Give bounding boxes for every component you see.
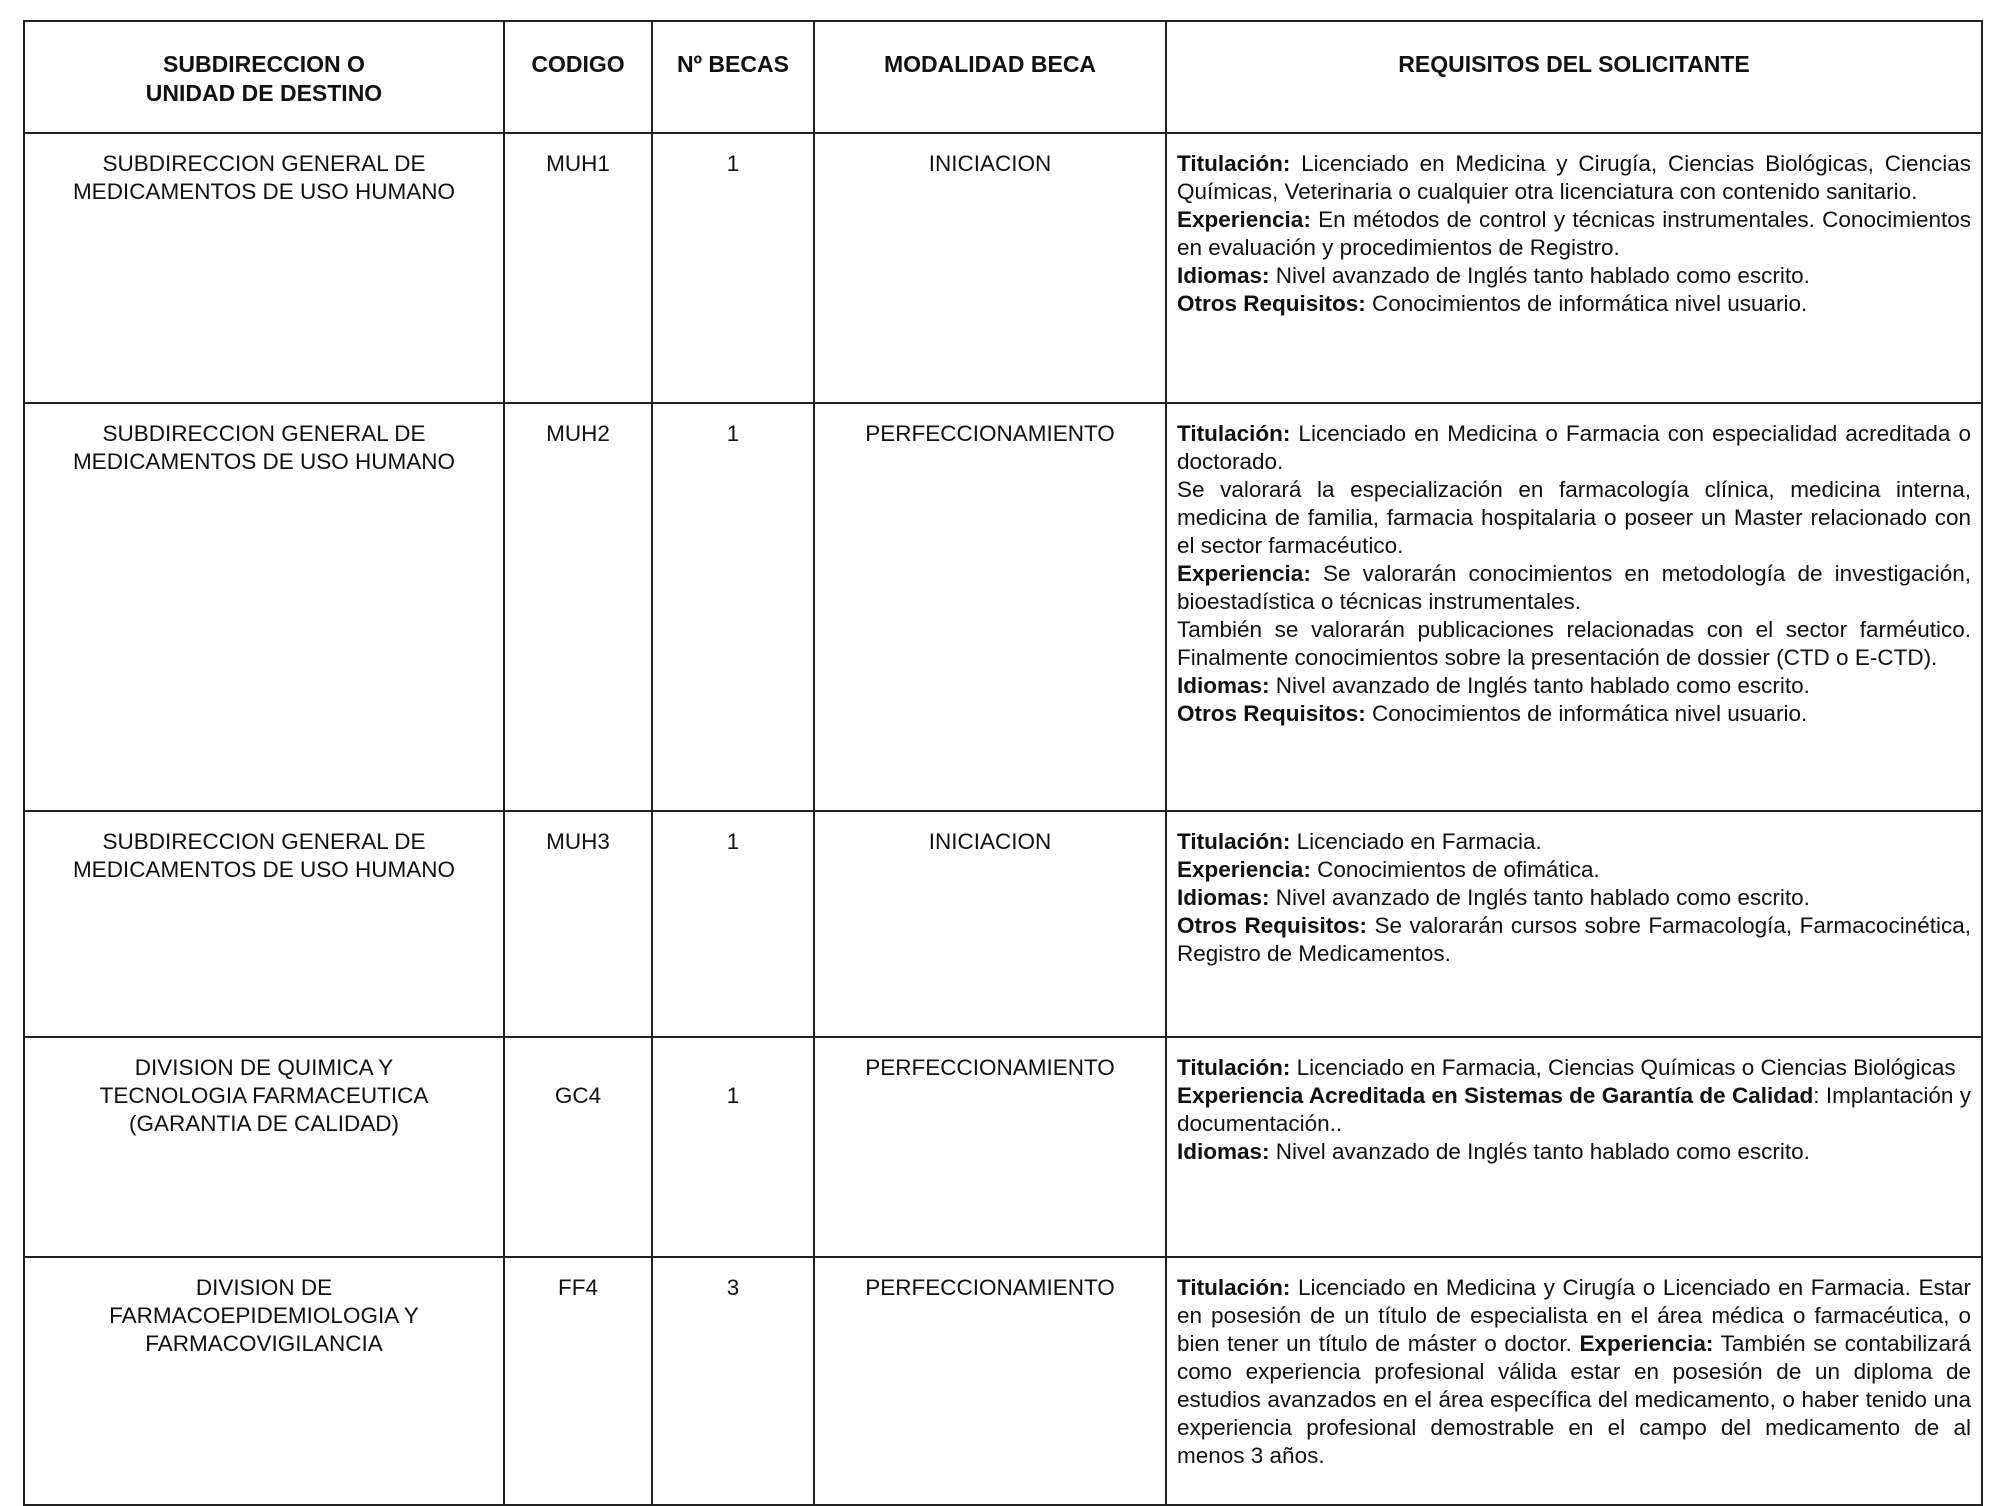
header-grants: Nº BECAS xyxy=(652,21,814,133)
modality-cell: INICIACION xyxy=(814,133,1166,403)
unit-cell: SUBDIRECCION GENERAL DE MEDICAMENTOS DE USO HUMANO xyxy=(24,133,504,403)
requirement-item: Experiencia: Se valorarán conocimientos en metodología de investigación, bioestadística o técnicas instrumentales. xyxy=(1177,561,1971,614)
requirement-item: Idiomas: Nivel avanzado de Inglés tanto hablado como escrito. xyxy=(1177,885,1810,910)
code-cell: MUH2 xyxy=(504,403,652,811)
requirement-item: Otros Requisitos: Conocimientos de informática nivel usuario. xyxy=(1177,701,1808,726)
requirement-item: Experiencia: En métodos de control y técnicas instrumentales. Conocimientos en evaluación y procedimientos de Registro. xyxy=(1177,207,1971,260)
table-row xyxy=(24,1037,1982,1257)
requirements-cell xyxy=(1166,133,1982,403)
code-cell: FF4 xyxy=(504,1257,652,1505)
unit-cell: SUBDIRECCION GENERAL DE MEDICAMENTOS DE USO HUMANO xyxy=(24,811,504,1037)
requirement-item: Idiomas: Nivel avanzado de Inglés tanto hablado como escrito. xyxy=(1177,673,1810,698)
requirement-item: Titulación: Licenciado en Farmacia, Ciencias Químicas o Ciencias Biológicas xyxy=(1177,1055,1956,1080)
table-row xyxy=(24,811,1982,1037)
header-requirements: REQUISITOS DEL SOLICITANTE xyxy=(1166,21,1982,133)
unit-cell: DIVISION DE QUIMICA Y TECNOLOGIA FARMACEUTICA (GARANTIA DE CALIDAD) xyxy=(24,1037,504,1257)
requirements-cell xyxy=(1166,1037,1982,1257)
grants-table xyxy=(23,20,1983,1506)
modality-cell: PERFECCIONAMIENTO xyxy=(814,1037,1166,1257)
unit-cell: DIVISION DE FARMACOEPIDEMIOLOGIA Y FARMACOVIGILANCIA xyxy=(24,1257,504,1505)
table-row xyxy=(24,403,1982,811)
requirement-item: Titulación: Licenciado en Medicina o Farmacia con especialidad acreditada o doctorado. xyxy=(1177,421,1971,474)
grants-cell: 1 xyxy=(652,403,814,811)
requirement-item: También se valorarán publicaciones relacionadas con el sector farméutico. Finalmente conocimientos sobre la presentación de dossier (CTD o E-CTD). xyxy=(1177,617,1971,670)
requirement-item: Experiencia: Conocimientos de ofimática. xyxy=(1177,857,1600,882)
grants-cell: 1 xyxy=(652,133,814,403)
grants-cell: 1 xyxy=(652,1037,814,1257)
header-code: CODIGO xyxy=(504,21,652,133)
requirement-item: Titulación: Licenciado en Medicina y Cirugía, Ciencias Biológicas, Ciencias Químicas, Veterinaria o cualquier otra licenciatura con contenido sanitario. xyxy=(1177,151,1971,204)
requirement-item: Otros Requisitos: Conocimientos de informática nivel usuario. xyxy=(1177,291,1808,316)
requirement-item: Titulación: Licenciado en Farmacia. xyxy=(1177,829,1542,854)
requirement-item: Se valorará la especialización en farmacología clínica, medicina interna, medicina de familia, farmacia hospitalaria o poseer un Master relacionado con el sector farmacéutico. xyxy=(1177,477,1971,558)
requirement-item: Idiomas: Nivel avanzado de Inglés tanto hablado como escrito. xyxy=(1177,263,1810,288)
modality-cell: PERFECCIONAMIENTO xyxy=(814,403,1166,811)
requirement-item: Otros Requisitos: Se valorarán cursos sobre Farmacología, Farmacocinética, Registro de Medicamentos. xyxy=(1177,913,1971,966)
header-unit: SUBDIRECCION O UNIDAD DE DESTINO xyxy=(24,21,504,133)
requirement-item: Experiencia Acreditada en Sistemas de Garantía de Calidad: Implantación y documentación.. xyxy=(1177,1083,1972,1136)
table-row xyxy=(24,1257,1982,1505)
requirements-cell xyxy=(1166,1257,1982,1505)
requirements-cell xyxy=(1166,811,1982,1037)
grants-cell: 1 xyxy=(652,811,814,1037)
table-row xyxy=(24,133,1982,403)
code-cell: MUH3 xyxy=(504,811,652,1037)
modality-cell: INICIACION xyxy=(814,811,1166,1037)
header-row xyxy=(24,21,1982,133)
header-modality: MODALIDAD BECA xyxy=(814,21,1166,133)
code-cell: GC4 xyxy=(504,1037,652,1257)
unit-cell: SUBDIRECCION GENERAL DE MEDICAMENTOS DE USO HUMANO xyxy=(24,403,504,811)
requirement-item: Idiomas: Nivel avanzado de Inglés tanto hablado como escrito. xyxy=(1177,1139,1810,1164)
requirement-item: Titulación: Licenciado en Medicina y Cirugía o Licenciado en Farmacia. Estar en posesión de un título de especialista en el área médica o farmacéutica, o bien tener un título de máster o doctor. Experiencia: También se contabilizará como experiencia profesional válida estar en posesión de un diploma de estudios avanzados en el área específica del medicamento, o haber tenido una experiencia profesional demostrable en el campo del medicamento de al menos 3 años. xyxy=(1177,1275,1971,1468)
code-cell: MUH1 xyxy=(504,133,652,403)
grants-cell: 3 xyxy=(652,1257,814,1505)
modality-cell: PERFECCIONAMIENTO xyxy=(814,1257,1166,1505)
requirements-cell xyxy=(1166,403,1982,811)
